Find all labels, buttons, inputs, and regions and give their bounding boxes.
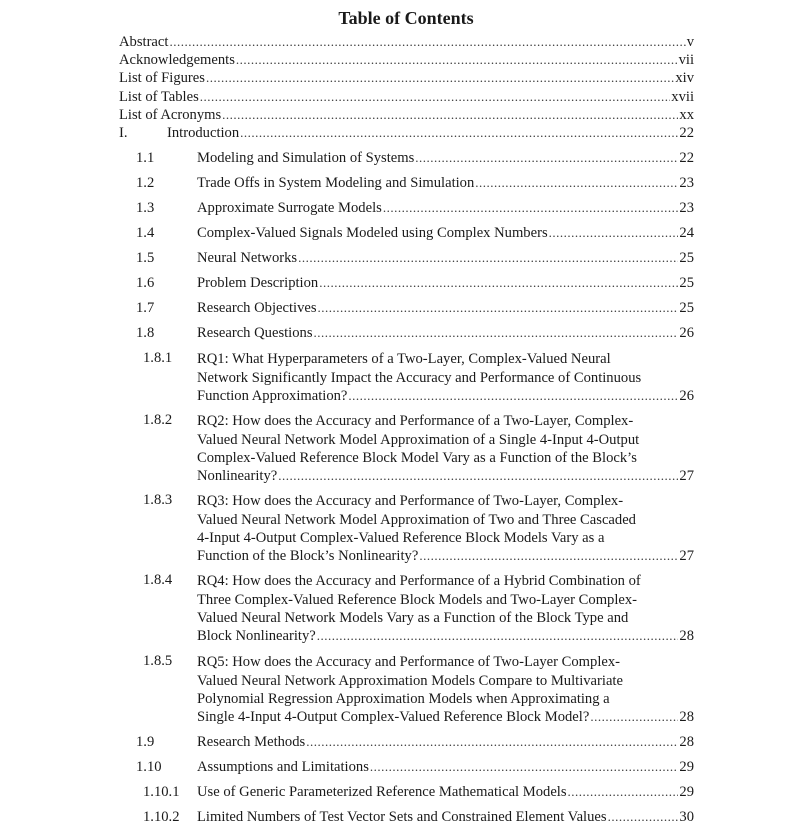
toc-entry-label: Block Nonlinearity? xyxy=(197,628,316,644)
toc-entry-label: Approximate Surrogate Models xyxy=(197,200,382,216)
section-number: 1.10 xyxy=(136,759,162,775)
dot-leader xyxy=(348,388,678,404)
toc-entry-label: Function Approximation? xyxy=(197,388,348,404)
toc-entry-text-line: 4-Input 4-Output Complex-Valued Reference Block Models Vary as a xyxy=(197,530,605,547)
toc-entry-section[interactable] xyxy=(197,175,694,192)
toc-entry-page: 25 xyxy=(679,300,694,316)
toc-entry-label: Complex-Valued Signals Modeled using Complex Numbers xyxy=(197,225,548,241)
dot-leader xyxy=(608,809,679,825)
toc-entry-section[interactable] xyxy=(197,275,694,292)
section-number: 1.4 xyxy=(136,225,155,241)
toc-entry-section[interactable] xyxy=(197,250,694,267)
toc-entry-section[interactable] xyxy=(197,759,694,776)
toc-entry-label: Trade Offs in System Modeling and Simulation xyxy=(197,175,475,191)
dot-leader xyxy=(206,70,674,86)
toc-entry-section[interactable] xyxy=(197,225,694,242)
toc-entry-label: Research Methods xyxy=(197,734,306,750)
toc-entry-text-line: RQ1: What Hyperparameters of a Two-Layer, Complex-Valued Neural xyxy=(197,351,611,367)
toc-entry-page: 29 xyxy=(679,759,694,775)
dot-leader xyxy=(169,34,685,50)
dot-leader xyxy=(318,300,679,316)
toc-entry-text-line: Complex-Valued Reference Block Model Vary as a Function of the Block’s xyxy=(197,450,637,467)
toc-entry-page: 25 xyxy=(679,250,694,266)
toc-entry-page: 22 xyxy=(679,125,694,141)
toc-entry-text-line: Network Significantly Impact the Accuracy and Performance of Continuous xyxy=(197,369,642,386)
toc-entry-section[interactable] xyxy=(197,325,694,342)
toc-entry-text-line: Valued Neural Network Approximation Models Compare to Multivariate xyxy=(197,672,623,689)
toc-entry-label: Research Objectives xyxy=(197,300,317,316)
toc-entry-label: Function of the Block’s Nonlinearity? xyxy=(197,548,419,564)
toc-entry-rq1-last-line[interactable] xyxy=(197,388,694,405)
subsection-number: 1.8.3 xyxy=(143,492,173,508)
toc-entry-rq5[interactable] xyxy=(197,653,623,709)
toc-entry-rq3[interactable] xyxy=(197,492,636,548)
dot-leader xyxy=(306,734,678,750)
dot-leader xyxy=(370,759,679,775)
toc-entry-page: 23 xyxy=(679,200,694,216)
toc-entry-subsection[interactable] xyxy=(197,784,694,801)
toc-entry-label: Problem Description xyxy=(197,275,319,291)
toc-entry-text-line: RQ4: How does the Accuracy and Performance of a Hybrid Combination of xyxy=(197,573,641,589)
toc-entry-page: 26 xyxy=(679,325,694,341)
toc-entry-rq2[interactable] xyxy=(197,412,639,468)
toc-entry-acknowledgements[interactable] xyxy=(119,52,694,69)
section-number: 1.7 xyxy=(136,300,155,316)
subsection-number: 1.10.2 xyxy=(143,809,180,825)
dot-leader xyxy=(475,175,678,191)
subsection-number: 1.8.2 xyxy=(143,412,173,428)
toc-entry-rq3-last-line[interactable] xyxy=(197,548,694,565)
toc-entry-page: 24 xyxy=(679,225,694,241)
toc-entry-page: 23 xyxy=(679,175,694,191)
subsection-number: 1.8.1 xyxy=(143,350,173,366)
toc-entry-text-line: Valued Neural Network Models Vary as a Function of the Block Type and xyxy=(197,610,629,627)
toc-entry-text-line: Valued Neural Network Model Approximation of Two and Three Cascaded xyxy=(197,511,636,528)
toc-entry-page: 22 xyxy=(679,150,694,166)
toc-entry-label: Introduction xyxy=(167,125,240,141)
toc-entry-page: 28 xyxy=(679,734,694,750)
toc-entry-label: List of Acronyms xyxy=(119,107,222,123)
toc-entry-label: Single 4-Input 4-Output Complex-Valued Reference Block Model? xyxy=(197,709,590,725)
section-number: 1.6 xyxy=(136,275,155,291)
toc-entry-chapter-introduction[interactable] xyxy=(167,125,694,142)
subsection-number: 1.8.5 xyxy=(143,653,173,669)
toc-entry-section[interactable] xyxy=(197,734,694,751)
dot-leader xyxy=(236,52,678,68)
toc-entry-list-of-tables[interactable] xyxy=(119,89,694,106)
page-title: Table of Contents xyxy=(338,8,474,28)
toc-entry-label: Use of Generic Parameterized Reference Mathematical Models xyxy=(197,784,567,800)
toc-entry-text-line: Three Complex-Valued Reference Block Models and Two-Layer Complex- xyxy=(197,591,638,608)
dot-leader xyxy=(319,275,678,291)
toc-entry-text-line: RQ5: How does the Accuracy and Performance of Two-Layer Complex- xyxy=(197,654,621,670)
toc-entry-page: xx xyxy=(679,107,694,123)
toc-entry-section[interactable] xyxy=(197,300,694,317)
dot-leader xyxy=(568,784,679,800)
toc-entry-page: xiv xyxy=(675,70,694,86)
dot-leader xyxy=(415,150,678,166)
toc-entry-page: 27 xyxy=(679,548,694,564)
toc-entry-text-line: RQ2: How does the Accuracy and Performance of a Two-Layer, Complex- xyxy=(197,413,634,429)
chapter-number: I. xyxy=(119,125,128,141)
toc-entry-label: Assumptions and Limitations xyxy=(197,759,369,775)
dot-leader xyxy=(222,107,678,123)
toc-entry-text-line: Valued Neural Network Model Approximation of a Single 4-Input 4-Output xyxy=(197,431,640,448)
toc-entry-page: 27 xyxy=(679,468,694,484)
toc-entry-page: 29 xyxy=(679,784,694,800)
toc-entry-label: Limited Numbers of Test Vector Sets and Constrained Element Values xyxy=(197,809,607,825)
toc-entry-subsection[interactable] xyxy=(197,809,694,826)
toc-entry-label: Abstract xyxy=(119,34,169,50)
section-number: 1.9 xyxy=(136,734,155,750)
dot-leader xyxy=(590,709,678,725)
toc-entry-section[interactable] xyxy=(197,200,694,217)
toc-entry-text-line: Polynomial Regression Approximation Models when Approximating a xyxy=(197,691,610,708)
toc-entry-text-line: RQ3: How does the Accuracy and Performance of Two-Layer, Complex- xyxy=(197,493,624,509)
toc-entry-abstract[interactable] xyxy=(119,34,694,51)
toc-entry-page: vii xyxy=(678,52,694,68)
toc-entry-page: xvii xyxy=(671,89,694,105)
toc-entry-list-of-acronyms[interactable] xyxy=(119,107,694,124)
toc-entry-rq1[interactable] xyxy=(197,350,641,387)
toc-entry-list-of-figures[interactable] xyxy=(119,70,694,87)
toc-entry-label: Nonlinearity? xyxy=(197,468,278,484)
toc-entry-label: Acknowledgements xyxy=(119,52,235,68)
toc-entry-page: 26 xyxy=(679,388,694,404)
toc-entry-rq5-last-line[interactable] xyxy=(197,709,694,726)
dot-leader xyxy=(317,628,679,644)
toc-entry-page: 28 xyxy=(679,628,694,644)
toc-entry-page: v xyxy=(686,34,694,50)
toc-entry-rq2-last-line[interactable] xyxy=(197,468,694,485)
toc-entry-label: Neural Networks xyxy=(197,250,298,266)
toc-entry-section[interactable] xyxy=(197,150,694,167)
section-number: 1.2 xyxy=(136,175,155,191)
section-number: 1.3 xyxy=(136,200,155,216)
dot-leader xyxy=(278,468,678,484)
dot-leader xyxy=(383,200,679,216)
toc-entry-label: List of Figures xyxy=(119,70,205,86)
toc-entry-page: 25 xyxy=(679,275,694,291)
toc-entry-rq4-last-line[interactable] xyxy=(197,628,694,645)
toc-entry-label: List of Tables xyxy=(119,89,199,105)
section-number: 1.8 xyxy=(136,325,155,341)
dot-leader xyxy=(240,125,678,141)
section-number: 1.5 xyxy=(136,250,155,266)
toc-entry-rq4[interactable] xyxy=(197,572,641,628)
toc-entry-label: Research Questions xyxy=(197,325,313,341)
section-number: 1.1 xyxy=(136,150,155,166)
toc-entry-page: 28 xyxy=(679,709,694,725)
toc-entry-page: 30 xyxy=(679,809,694,825)
subsection-number: 1.10.1 xyxy=(143,784,180,800)
dot-leader xyxy=(298,250,678,266)
dot-leader xyxy=(419,548,678,564)
subsection-number: 1.8.4 xyxy=(143,572,173,588)
dot-leader xyxy=(314,325,679,341)
dot-leader xyxy=(549,225,679,241)
dot-leader xyxy=(200,89,671,105)
toc-entry-label: Modeling and Simulation of Systems xyxy=(197,150,415,166)
